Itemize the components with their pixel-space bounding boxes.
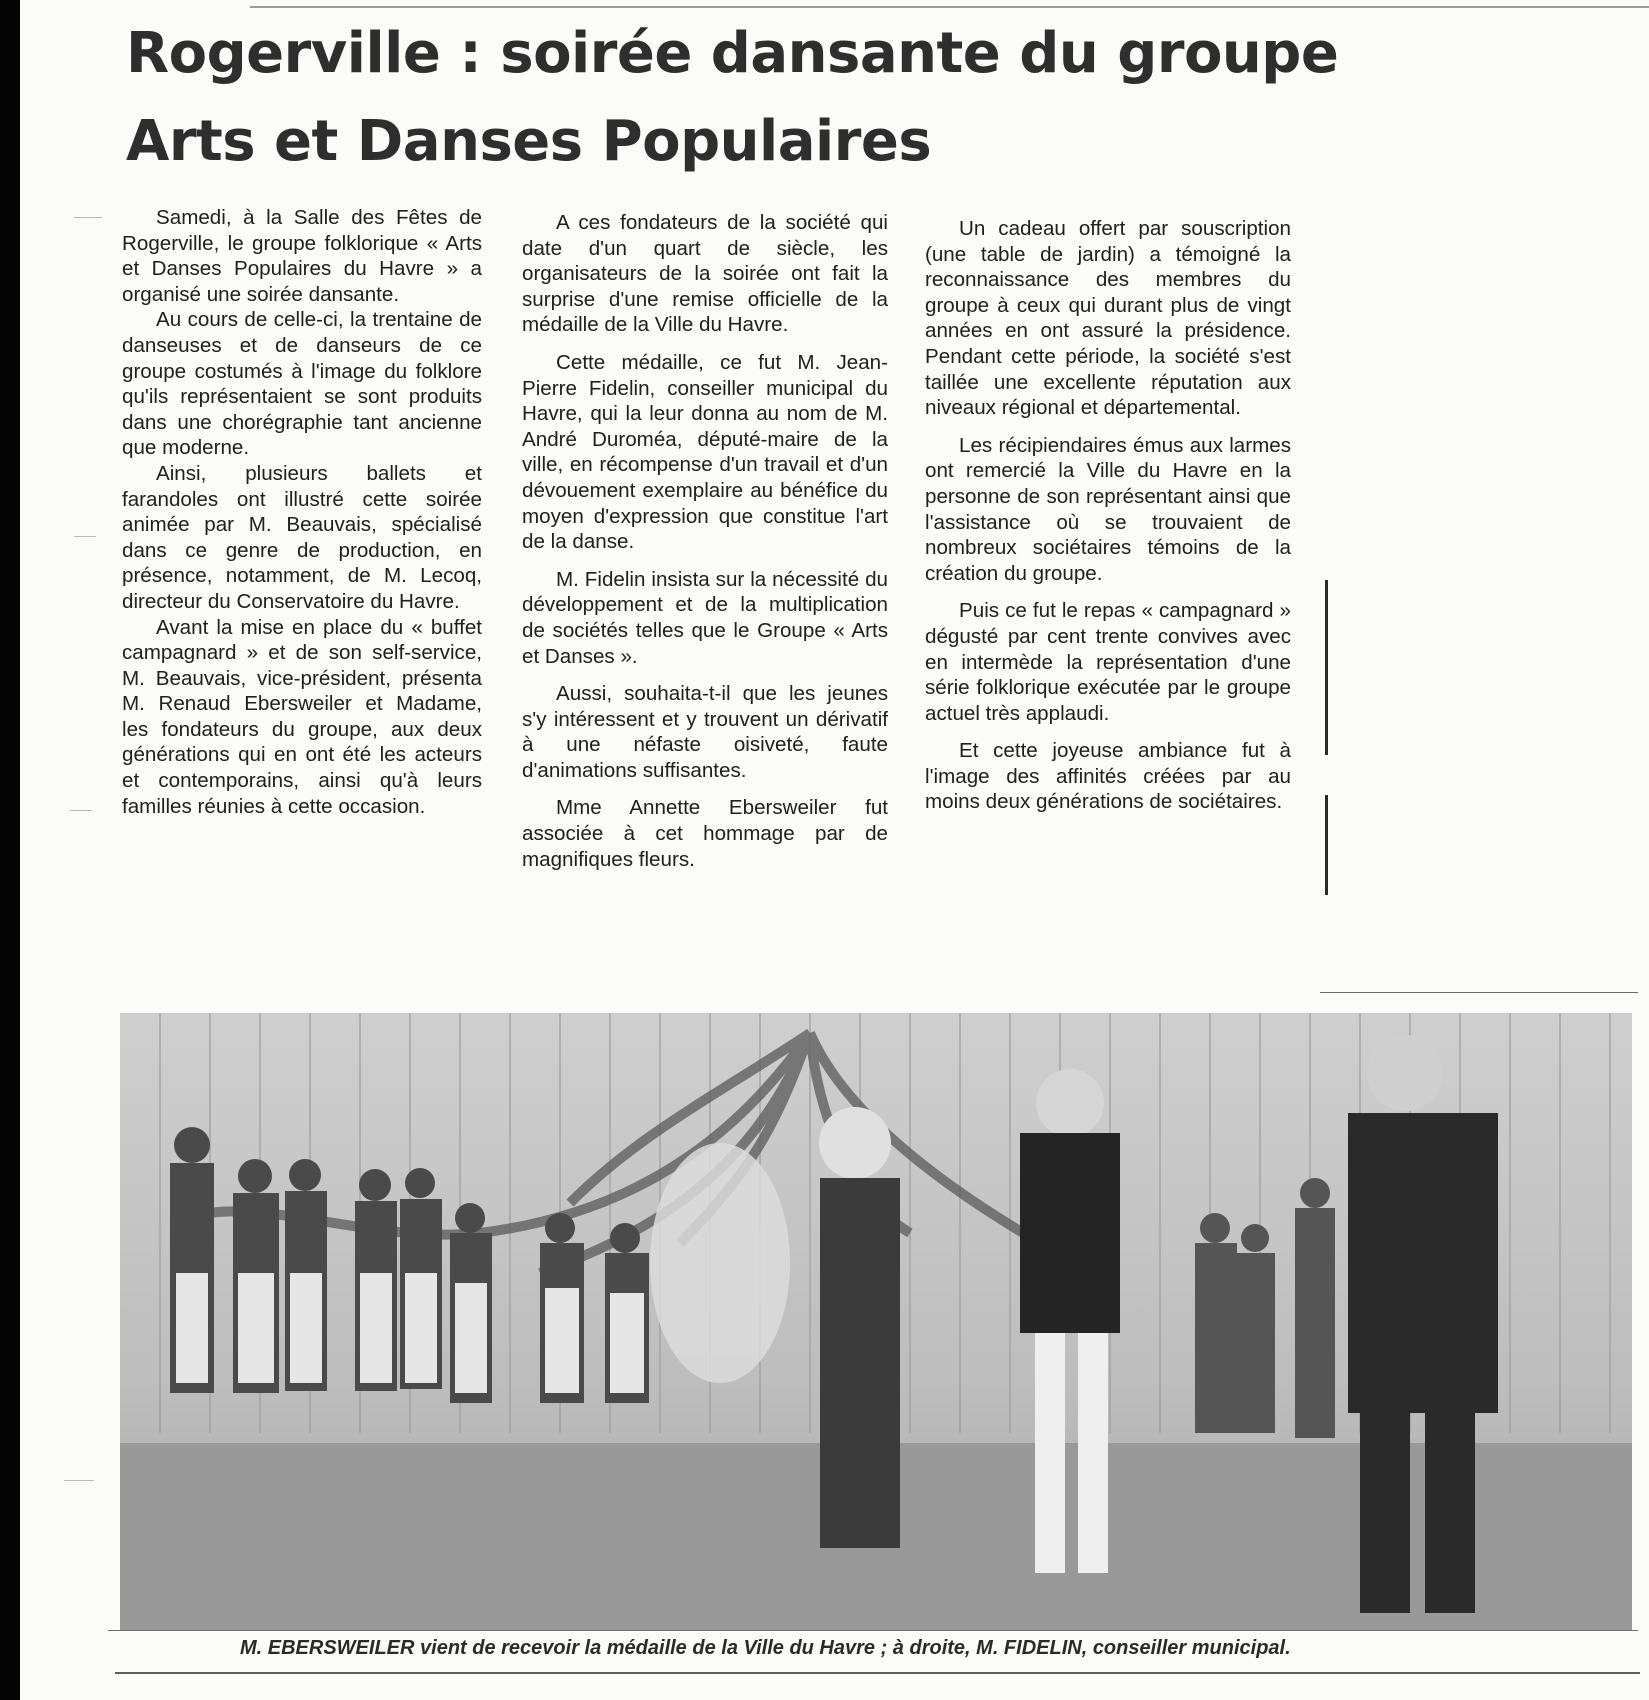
margin-mark	[74, 217, 102, 218]
top-rule	[250, 6, 1649, 8]
headline-line-2: Arts et Danses Populaires	[126, 109, 932, 174]
margin-mark	[70, 810, 92, 811]
paragraph: Un cadeau offert par souscription (une table de jardin) a témoigné la reconnaissance des membres du groupe à ceux qui durant plus de vingt années en ont assuré la présidence. Pendant cette période, la société s'est taillée une excellente réputation aux niveaux régional et départemental.	[925, 217, 1291, 420]
paragraph: Samedi, à la Salle des Fêtes de Rogerville, le groupe folklorique « Arts et Danses Populaires du Havre » a organisé une soirée dansante.	[122, 206, 482, 306]
paragraph: Et cette joyeuse ambiance fut à l'image des affinités créées par au moins deux générations de sociétaires.	[925, 739, 1291, 814]
flower-bouquet	[650, 1143, 790, 1383]
column-rule	[1325, 580, 1328, 755]
paragraph: Cette médaille, ce fut M. Jean-Pierre Fidelin, conseiller municipal du Havre, qui la leur donna au nom de M. André Duroméa, député-maire de la ville, en récompense d'un travail et d'un dévouement exemplaire au bénéfice du moyen d'expression que constitue l'art de la danse.	[522, 350, 888, 554]
paragraph: Les récipiendaires émus aux larmes ont remercié la Ville du Havre en la personne de son représentant ainsi que l'assistance où se trouvaient de nombreux sociétaires témoins de la création du groupe.	[925, 433, 1291, 585]
paragraph: Ainsi, plusieurs ballets et farandoles ont illustré cette soirée animée par M. Beauvais, spécialisé dans ce genre de production, en présence, notamment, de M. Lecoq, directeur du Conservatoire du Havre.	[122, 461, 482, 613]
paragraph: M. Fidelin insista sur la nécessité du développement et de la multiplication de sociétés telles que le Groupe « Arts et Danses ».	[522, 567, 888, 668]
dancers-group-right	[1195, 1178, 1335, 1438]
photo-caption: M. EBERSWEILER vient de recevoir la médaille de la Ville du Havre ; à droite, M. FIDELIN, conseiller municipal.	[240, 1637, 1291, 1659]
article-column-2	[522, 210, 888, 884]
paragraph: Mme Annette Ebersweiler fut associée à cet hommage par de magnifiques fleurs.	[522, 796, 888, 871]
section-rule	[1320, 992, 1638, 993]
article-column-3	[925, 216, 1291, 827]
column-rule	[1325, 795, 1328, 895]
photo-illustration	[120, 1013, 1632, 1630]
article-headline	[126, 10, 1339, 186]
headline-line-1: Rogerville : soirée dansante du groupe	[126, 21, 1339, 86]
article-column-1	[122, 205, 482, 819]
dancer-aprons	[176, 1273, 644, 1393]
scan-edge-strip	[0, 0, 20, 1700]
margin-mark	[64, 1480, 94, 1481]
photo-rule	[108, 1630, 1638, 1631]
paragraph: A ces fondateurs de la société qui date d'un quart de siècle, les organisateurs de la soirée ont fait la surprise d'une remise officielle de la médaille de la Ville du Havre.	[522, 211, 888, 337]
paragraph: Au cours de celle-ci, la trentaine de danseuses et de danseurs de ce groupe costumés à l'image du folklore qu'ils représentaient se sont produits dans une chorégraphie tant ancienne que moderne.	[122, 308, 482, 460]
paragraph: Puis ce fut le repas « campagnard » dégusté par cent trente convives avec en intermède la représentation d'une série folklorique exécutée par le groupe actuel très applaudi.	[925, 599, 1291, 725]
bottom-rule	[115, 1672, 1640, 1674]
margin-mark	[74, 536, 96, 537]
paragraph: Aussi, souhaita-t-il que les jeunes s'y intéressent et y trouvent un dérivatif à une néfaste oisiveté, faute d'animations suffisantes.	[522, 682, 888, 782]
woman-receiving-medal	[819, 1107, 900, 1548]
news-photo	[120, 1013, 1632, 1630]
paragraph: Avant la mise en place du « buffet campagnard » et de son self-service, M. Beauvais, vice-président, présenta M. Renaud Ebersweiler et Madame, les fondateurs du groupe, aux deux générations qui en ont été les acteurs et contemporains, ainsi qu'à leurs familles réunies à cette occasion.	[122, 615, 482, 818]
